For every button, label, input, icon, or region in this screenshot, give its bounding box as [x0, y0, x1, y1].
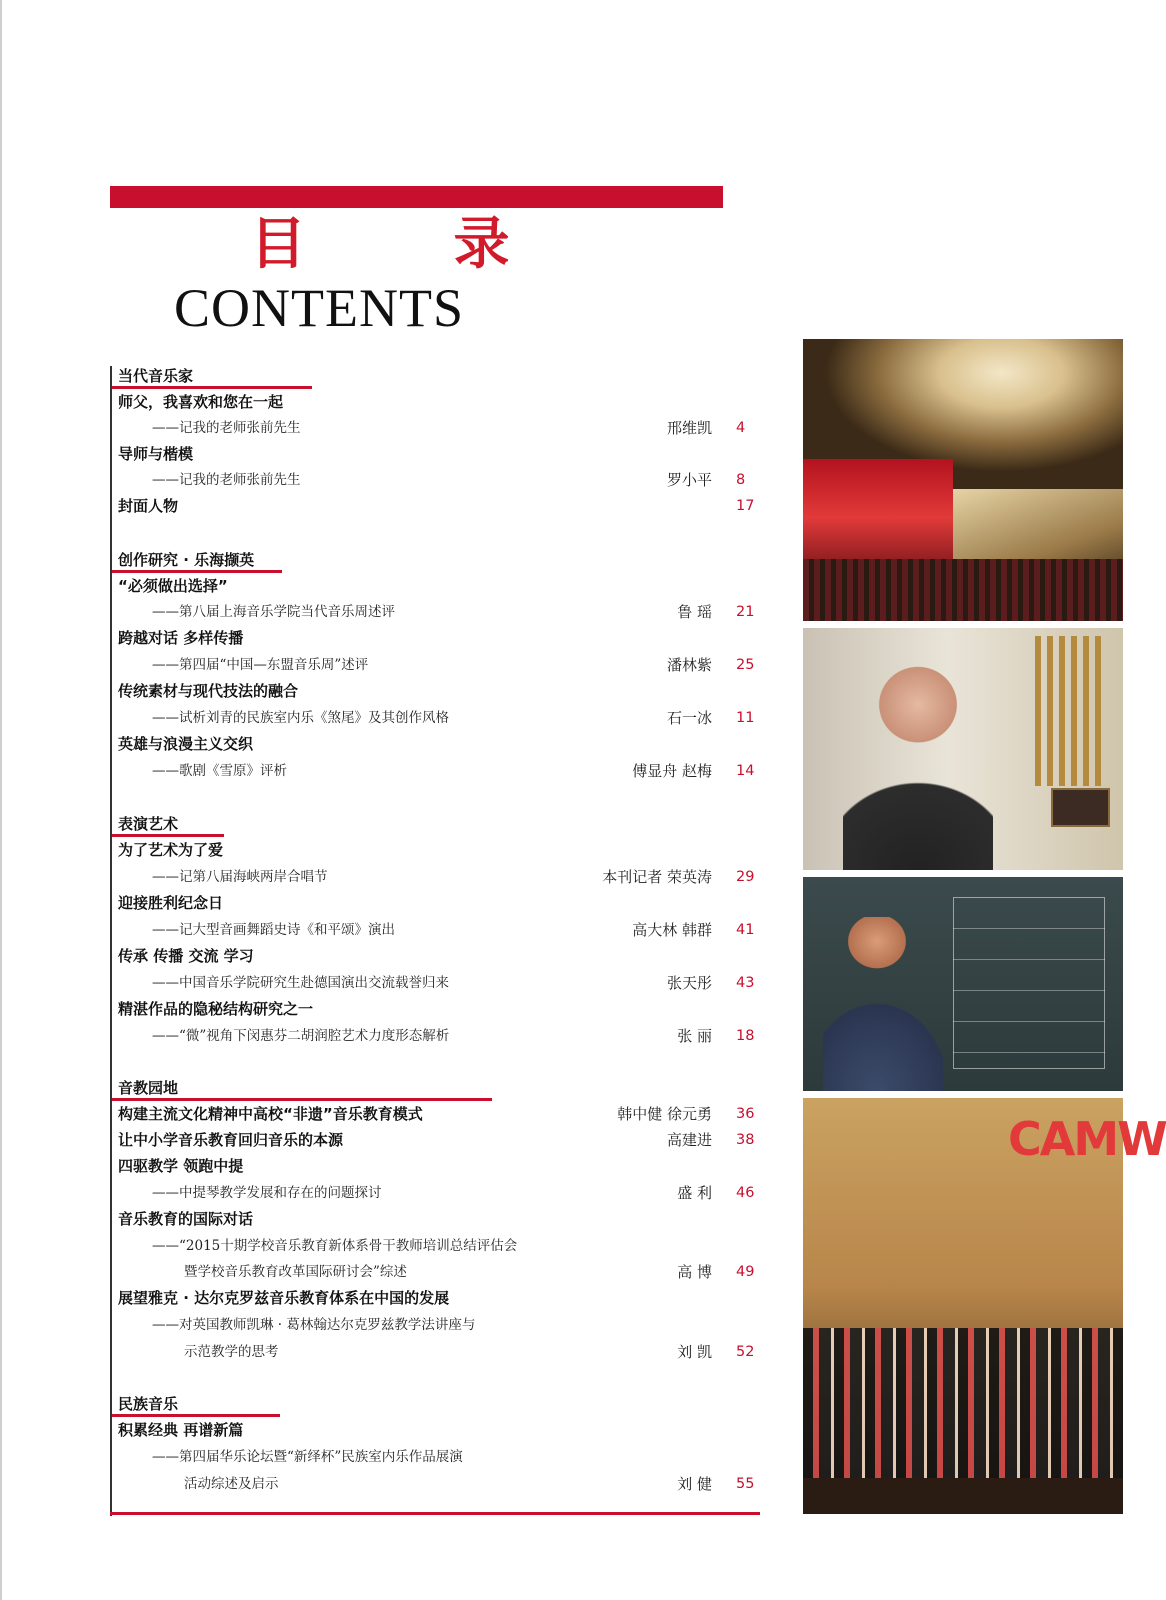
section-underline: [112, 1098, 492, 1101]
award-trophy: [1035, 636, 1105, 786]
entry-author: 张 丽: [677, 1027, 712, 1045]
entry-subtitle: ——中国音乐学院研究生赴德国演出交流载誉归来: [152, 975, 449, 991]
entry-title[interactable]: “必须做出选择”: [118, 577, 228, 595]
entry-title[interactable]: 精湛作品的隐秘结构研究之一: [118, 1000, 314, 1018]
page-number[interactable]: 49: [736, 1264, 755, 1280]
page-number[interactable]: 4: [736, 420, 746, 436]
page-number[interactable]: 25: [736, 657, 755, 673]
entry-author: 刘 凯: [677, 1343, 712, 1361]
entry-subtitle: ——歌剧《雪原》评析: [152, 763, 287, 779]
section-underline: [112, 1414, 280, 1417]
page-edge: [0, 0, 2, 1600]
header-red-bar: [110, 186, 723, 208]
toc-bottom-rule: [110, 1512, 760, 1515]
entry-title[interactable]: 英雄与浪漫主义交织: [118, 735, 254, 753]
entry-title[interactable]: 四驱教学 领跑中提: [118, 1157, 244, 1175]
entry-subtitle: ——第四届“中国—东盟音乐周”述评: [152, 657, 369, 673]
page-number[interactable]: 38: [736, 1132, 755, 1148]
audience-seats: [803, 559, 1123, 621]
page-number[interactable]: 8: [736, 472, 746, 488]
entry-title[interactable]: 构建主流文化精神中高校“非遗”音乐教育模式: [118, 1105, 423, 1123]
entry-title[interactable]: 迎接胜利纪念日: [118, 894, 224, 912]
entry-author: 韩中健 徐元勇: [617, 1105, 712, 1123]
entry-author: 张天彤: [666, 974, 712, 992]
entry-subtitle: ——记大型音画舞蹈史诗《和平颂》演出: [152, 922, 395, 938]
entry-title[interactable]: 展望雅克 · 达尔克罗兹音乐教育体系在中国的发展: [118, 1289, 450, 1307]
entry-subtitle: ——“微”视角下闵惠芬二胡润腔艺术力度形态解析: [152, 1028, 450, 1044]
entry-subtitle: ——记我的老师张前先生: [152, 472, 301, 488]
entry-subtitle: ——对英国教师凯琳 · 葛林翰达尔克罗兹教学法讲座与: [152, 1317, 476, 1333]
entry-title[interactable]: 为了艺术为了爱: [118, 841, 224, 859]
section-underline: [112, 570, 282, 573]
entry-subtitle-continued: 暨学校音乐教育改革国际研讨会”综述: [184, 1264, 407, 1280]
page-number[interactable]: 52: [736, 1344, 755, 1360]
entry-subtitle-continued: 示范教学的思考: [184, 1344, 279, 1360]
entry-subtitle: ——记我的老师张前先生: [152, 420, 301, 436]
section-heading: 创作研究 · 乐海撷英: [118, 551, 255, 569]
entry-subtitle: ——第四届华乐论坛暨“新绎杯”民族室内乐作品展演: [152, 1449, 463, 1465]
entry-title[interactable]: 师父，我喜欢和您在一起: [118, 393, 284, 411]
stage-floor: [803, 1478, 1123, 1514]
entry-title[interactable]: 传承 传播 交流 学习: [118, 947, 254, 965]
entry-author: 鲁 瑶: [677, 603, 712, 621]
entry-author: 高大林 韩群: [632, 921, 712, 939]
entry-subtitle: ——第八届上海音乐学院当代音乐周述评: [152, 604, 395, 620]
chalkboard-music-staff: [953, 897, 1105, 1069]
award-plaque: [1051, 788, 1110, 827]
entry-title[interactable]: 音乐教育的国际对话: [118, 1210, 254, 1228]
entry-subtitle: ——试析刘青的民族室内乐《煞尾》及其创作风格: [152, 710, 449, 726]
entry-author: 潘林紫: [666, 656, 712, 674]
page-number[interactable]: 11: [736, 710, 755, 726]
entry-author: 高建进: [666, 1131, 712, 1149]
contents-title-english: CONTENTS: [174, 278, 464, 338]
lecturer-figure: [823, 917, 943, 1091]
page-number[interactable]: 21: [736, 604, 755, 620]
table-of-contents: [110, 366, 762, 1516]
page-number[interactable]: 46: [736, 1185, 755, 1201]
entry-title[interactable]: 跨越对话 多样传播: [118, 629, 244, 647]
page-number[interactable]: 14: [736, 763, 755, 779]
elderly-man-figure: [843, 658, 993, 870]
great-hall-concert-photo: [803, 339, 1123, 621]
entry-title[interactable]: 积累经典 再谱新篇: [118, 1421, 244, 1439]
entry-title[interactable]: 导师与楷模: [118, 445, 194, 463]
entry-subtitle: ——“2015十期学校音乐教育新体系骨干教师培训总结评估会: [152, 1238, 518, 1254]
event-logo: CAMW: [1008, 1112, 1166, 1166]
page-number[interactable]: 36: [736, 1106, 755, 1122]
page-number[interactable]: 55: [736, 1476, 755, 1492]
section-heading: 音教园地: [118, 1079, 179, 1097]
entry-author: 高 博: [677, 1263, 712, 1281]
section-heading: 当代音乐家: [118, 367, 194, 385]
section-heading: 表演艺术: [118, 815, 179, 833]
entry-title[interactable]: 封面人物: [118, 497, 179, 515]
entry-title[interactable]: 让中小学音乐教育回归音乐的本源: [118, 1131, 344, 1149]
entry-subtitle-continued: 活动综述及启示: [184, 1476, 279, 1492]
entry-author: 傅显舟 赵梅: [632, 762, 712, 780]
orchestra-performance-photo: [803, 1098, 1166, 1514]
contents-title-chinese: 目 录: [250, 212, 574, 277]
section-heading: 民族音乐: [118, 1395, 179, 1413]
page-number[interactable]: 17: [736, 498, 755, 514]
page-number[interactable]: 18: [736, 1028, 755, 1044]
entry-title[interactable]: 传统素材与现代技法的融合: [118, 682, 299, 700]
entry-subtitle: ——记第八届海峡两岸合唱节: [152, 869, 328, 885]
page-number[interactable]: 29: [736, 869, 755, 885]
entry-subtitle: ——中提琴教学发展和存在的问题探讨: [152, 1185, 382, 1201]
entry-author: 刘 健: [677, 1475, 712, 1493]
chalkboard-lecture-photo: [803, 877, 1123, 1091]
entry-author: 盛 利: [677, 1184, 712, 1202]
page-number[interactable]: 41: [736, 922, 755, 938]
page-number[interactable]: 43: [736, 975, 755, 991]
entry-author: 邢维凯: [666, 419, 712, 437]
section-underline: [112, 834, 224, 837]
entry-author: 本刊记者 荣英涛: [602, 868, 712, 886]
section-underline: [112, 386, 312, 389]
entry-author: 石一冰: [666, 709, 712, 727]
entry-author: 罗小平: [666, 471, 712, 489]
portrait-elderly-man-photo: [803, 628, 1123, 870]
